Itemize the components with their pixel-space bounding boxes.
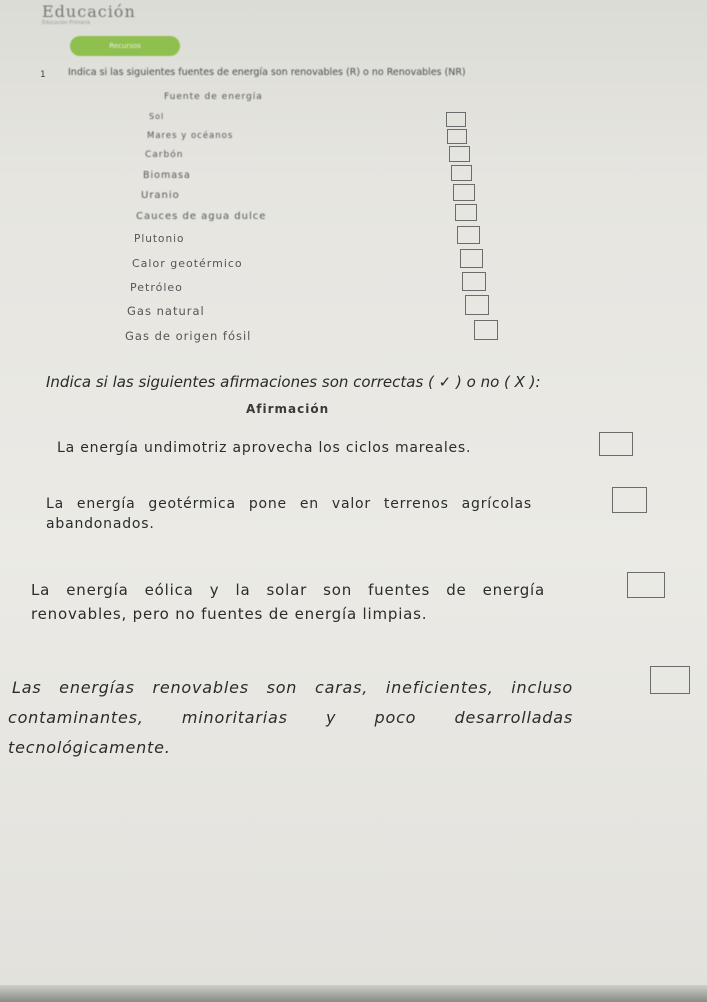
source-checkbox[interactable] [449, 146, 470, 162]
source-label: Uranio [141, 190, 180, 201]
statement-4 [8, 673, 573, 763]
statement-line: La energía eólica y la solar son fuentes de energía [31, 581, 545, 599]
source-label: Cauces de agua dulce [136, 211, 267, 222]
statement-line: La energía geotérmica pone en valor terrenos agrícolas [46, 496, 532, 512]
source-checkbox[interactable] [462, 272, 486, 291]
statement-checkbox[interactable] [650, 666, 690, 694]
source-label: Mares y océanos [147, 131, 234, 141]
source-label: Biomasa [143, 170, 191, 181]
source-checkbox[interactable] [446, 112, 466, 127]
statement-line: contaminantes, minoritarias y poco desarrolladas [8, 708, 573, 727]
source-label: Gas natural [127, 304, 205, 318]
statement-line: Las energías renovables son caras, ineficientes, incluso [12, 678, 573, 697]
question-1-number: 1 [40, 70, 46, 80]
source-checkbox[interactable] [460, 249, 483, 268]
statement-line: tecnológicamente. [8, 738, 171, 757]
source-label: Gas de origen fósil [125, 329, 252, 343]
source-checkbox[interactable] [447, 129, 467, 144]
logo-subtext: Educación Primaria [42, 20, 91, 26]
source-label: Petróleo [130, 281, 183, 294]
source-label: Calor geotérmico [132, 257, 243, 270]
page-bottom-edge [0, 985, 707, 1002]
logo: Educación [42, 2, 136, 21]
section-pill: Recursos [70, 36, 180, 56]
statement-2 [46, 494, 532, 534]
statement-line: renovables, pero no fuentes de energía limpias. [31, 605, 428, 623]
source-checkbox[interactable] [455, 204, 477, 221]
statement-line: abandonados. [46, 516, 155, 532]
statement-1 [57, 440, 497, 456]
statement-checkbox[interactable] [612, 487, 647, 513]
source-label: Carbón [145, 150, 184, 160]
statement-line: La energía undimotriz aprovecha los ciclos mareales. [57, 440, 472, 456]
energy-source-header: Fuente de energía [164, 92, 263, 102]
statement-checkbox[interactable] [627, 572, 665, 598]
statement-3 [31, 578, 545, 626]
source-checkbox[interactable] [474, 320, 498, 340]
source-checkbox[interactable] [453, 184, 475, 201]
source-checkbox[interactable] [457, 226, 480, 244]
source-label: Plutonio [134, 233, 185, 245]
question-1-instruction: Indica si las siguientes fuentes de energía son renovables (R) o no Renovables (NR) [68, 67, 466, 78]
source-label: Sol [149, 112, 165, 121]
statement-checkbox[interactable] [599, 432, 633, 456]
question-2-instruction: Indica si las siguientes afirmaciones son correctas ( ✓ ) o no ( X ): [46, 373, 541, 391]
source-checkbox[interactable] [451, 165, 472, 181]
statement-header: Afirmación [246, 402, 330, 416]
source-checkbox[interactable] [465, 295, 489, 315]
